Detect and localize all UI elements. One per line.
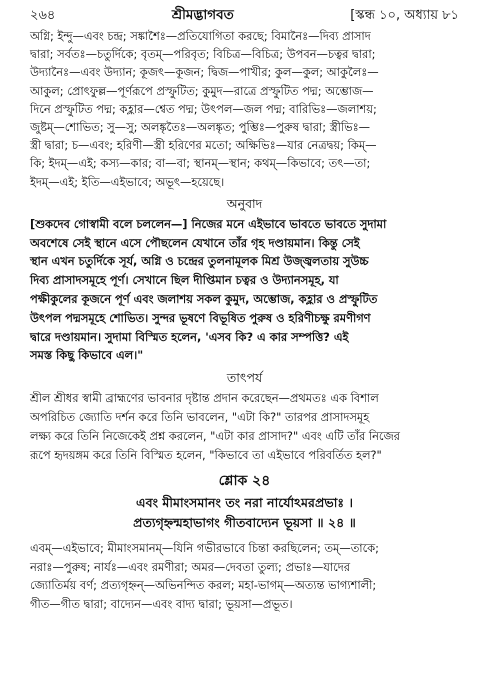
purport-line: অপরিচিত জ্যোতি দর্শন করে তিনি ভাবলেন, "এটা কি?" তারপর প্রাসাদসমূহ [30,410,370,425]
synonym-line: দিনে প্রস্ফুটিত পদ্ম; কহ্লার—শ্বেত পদ্ম; উৎপল—জল পদ্ম; বারিভিঃ—জলাশয়; [30,101,377,116]
translation-line: অবশেষে সেই স্থানে এসে পৌছলেন যেখানে তাঁর গৃহ দণ্ডায়মান। কিন্তু সেই [30,235,360,250]
synonym-line: জুষ্টম্—শোভিত; সু—সু; অলঙ্কৃতৈঃ—অলঙ্কৃত; পুম্ভিঃ—পুরুষ দ্বারা; স্ত্রীভিঃ— [30,120,371,135]
synonym-line: স্ত্রী দ্বারা; চ—এবং; হরিণী—স্ত্রী হরিণের মতো; অক্ষিভিঃ—যার নেত্রদ্বয়; কিম্— [30,138,377,153]
synonym-line: কি; ইদম্—এই; কস্য—কার; বা—বা; স্থানম্—স্থান; কথম্—কিভাবে; তৎ—তা; [30,156,371,171]
translation [30,215,459,365]
page-number: ২৬৪ [30,8,56,23]
translation-line: [শুকদেব গোস্বামী বলে চললেন—] নিজের মনে এইভাবে ভাবতে ভাবতে সুদামা [30,216,387,231]
verse-line: এবং মীমাংসমানং তং নরা নার্যোঽমরপ্রভাঃ । [135,495,354,511]
translation-line: দ্বারে দণ্ডায়মান। সুদামা বিস্মিত হলেন, 'এসব কি? এ কার সম্পত্তি? এই [30,329,349,344]
purport-heading: তাৎপর্য [226,370,263,386]
book-title: শ্রীমদ্ভাগবত [171,7,234,23]
translation-line: উৎপল পদ্মসমূহে শোভিত। সুন্দর ভূষণে বিভূষিত পুরুষ ও হরিণীচক্ষু রমণীগণ [30,310,371,325]
translation-heading: অনুবাদ [226,195,263,211]
verse-heading: শ্লোক ২৪ [218,473,271,490]
page-header [30,6,459,27]
synonym-line: গীত—গীত দ্বারা; বাদ্যেন—এবং বাদ্য দ্বারা; ভূয়সা—প্রভূত। [30,596,293,611]
translation-line: সমস্ত কিছু কিভাবে এল।" [30,348,144,363]
purport-line: লক্ষ্য করে তিনি নিজেকেই প্রশ্ন করলেন, "এটা কার প্রাসাদ?" এবং এটি তাঁর নিজের [30,429,400,444]
synonym-line: নরাঃ—পুরুষ; নার্যঃ—এবং রমণীরা; অমর—দেবতা তুল্য; প্রভাঃ—যাদের [30,559,350,574]
translation-line: স্থান এখন চতুর্দিকে সূর্য, অগ্নি ও চন্দ্রের তুলনামূলক মিশ্র উজ্জ্বলতায় সুউচ্চ [30,254,369,269]
synonyms-bottom [30,539,459,613]
canto-chapter: [স্কন্ধ ১০, অধ্যায় ৮১ [350,8,459,23]
synonym-line: ইদম্—এই; ইতি—এইভাবে; অভূৎ—হয়েছে। [30,174,225,189]
synonyms-top [30,27,459,191]
synonym-line: দ্বারা; সর্বতঃ—চতুর্দিকে; বৃতম্—পরিবৃত; বিচিত্র—বিচিত্র; উপবন—চত্বর দ্বারা; [30,47,376,62]
purport-line: রূপে হৃদয়ঙ্গম করে তিনি বিস্মিত হলেন, "কিভাবে তা এইভাবে পরিবর্তিত হল?" [30,448,382,463]
synonym-line: অগ্নি; ইন্দু—এবং চন্দ্র; সঙ্কাশৈঃ—প্রতিযোগিতা করছে; বিমানৈঃ—দিব্য প্রাসাদ [30,29,371,43]
translation-line: পক্ষীকুলের কূজনে পূর্ণ এবং জলাশয় সকল কুমুদ, অম্ভোজ, কহ্লার ও প্রস্ফুটিত [30,292,378,307]
verse-text [30,493,459,533]
synonym-line: জ্যোতির্ময় বর্ণ; প্রত্যগৃহ্নন্—অভিনন্দিত করল; মহা-ভাগম্—অত্যন্ত ভাগ্যশালী; [30,578,377,593]
synonym-line: আকুল; প্রোৎফুল্ল—পূর্ণরূপে প্রস্ফুটিত; কুমুদ—রাত্রে প্রস্ফুটিত পদ্ম; অম্ভোজ— [30,83,374,98]
synonym-line: এবম্—এইভাবে; মীমাংসমানম্—যিনি গভীরভাবে চিন্তা করছিলেন; তম্—তাকে; [30,541,379,556]
purport [30,389,459,465]
purport-line: শ্রীল শ্রীধর স্বামী ব্রাহ্মণের ভাবনার দৃষ্টান্ত প্রদান করেছেন—প্রথমতঃ এক বিশাল [30,391,379,406]
synonym-line: উদ্যানৈঃ—এবং উদ্যান; কূজৎ—কূজন; দ্বিজ—পাখীর; কুল—কুল; আকুলৈঃ— [30,65,379,80]
translation-line: দিব্য প্রাসাদসমূহে পূর্ণ। সেখানে ছিল দীপ্তিমান চত্বর ও উদ্যানসমূহ, যা [30,273,339,288]
verse-line: প্রত্যগৃহ্নন্মহাভাগং গীতবাদ্যেন ভূয়সা ॥ ২৪ ॥ [133,515,356,531]
